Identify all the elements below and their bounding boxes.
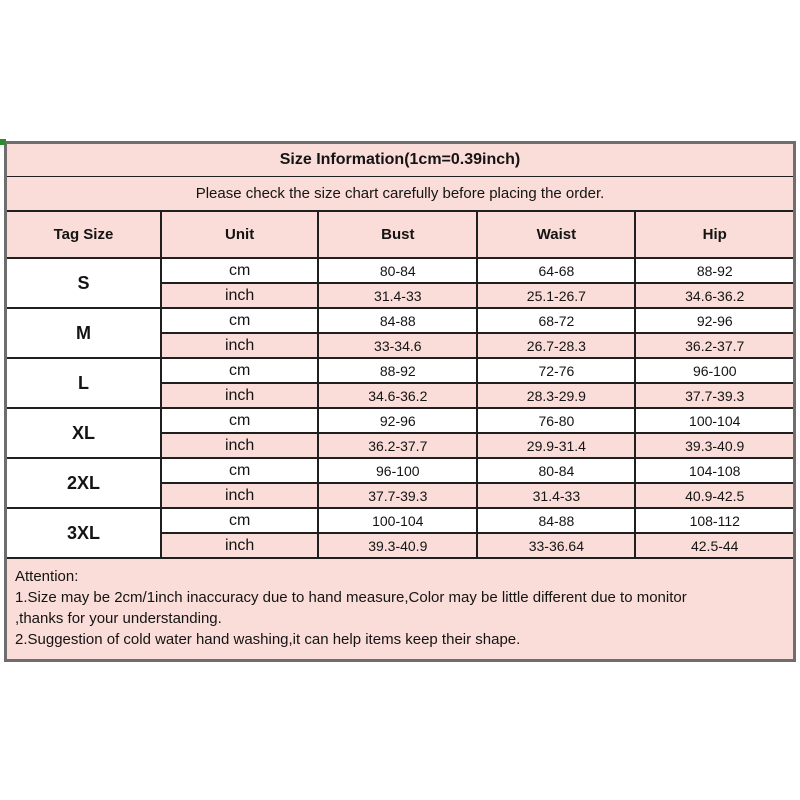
size-label-xl: XL	[6, 408, 161, 458]
attention-row	[6, 558, 795, 661]
waist-cell: 29.9-31.4	[477, 433, 635, 458]
bust-cell: 33-34.6	[318, 333, 477, 358]
bust-cell: 96-100	[318, 458, 477, 483]
hip-cell: 40.9-42.5	[635, 483, 794, 508]
unit-cell: inch	[161, 383, 318, 408]
table-title: Size Information(1cm=0.39inch)	[6, 143, 795, 177]
unit-cell: cm	[161, 508, 318, 533]
hip-cell: 100-104	[635, 408, 794, 433]
size-label-2xl: 2XL	[6, 458, 161, 508]
waist-cell: 80-84	[477, 458, 635, 483]
size-label-s: S	[6, 258, 161, 308]
hip-cell: 108-112	[635, 508, 794, 533]
waist-cell: 31.4-33	[477, 483, 635, 508]
table-row	[6, 408, 795, 433]
bust-cell: 31.4-33	[318, 283, 477, 308]
table-row	[6, 508, 795, 533]
unit-cell: cm	[161, 408, 318, 433]
col-header-tag-size: Tag Size	[6, 211, 161, 258]
attention-line: 1.Size may be 2cm/1inch inaccuracy due to hand measure,Color may be little different due to monitor	[15, 589, 687, 606]
hip-cell: 104-108	[635, 458, 794, 483]
waist-cell: 72-76	[477, 358, 635, 383]
waist-cell: 84-88	[477, 508, 635, 533]
table-row	[6, 458, 795, 483]
bust-cell: 39.3-40.9	[318, 533, 477, 558]
bust-cell: 100-104	[318, 508, 477, 533]
hip-cell: 36.2-37.7	[635, 333, 794, 358]
hip-cell: 34.6-36.2	[635, 283, 794, 308]
unit-cell: inch	[161, 533, 318, 558]
unit-cell: inch	[161, 283, 318, 308]
corner-artifact	[0, 139, 6, 145]
bust-cell: 92-96	[318, 408, 477, 433]
table-subtitle: Please check the size chart carefully before placing the order.	[6, 177, 795, 212]
unit-cell: cm	[161, 308, 318, 333]
bust-cell: 37.7-39.3	[318, 483, 477, 508]
attention-note	[6, 558, 795, 661]
table-row	[6, 308, 795, 333]
hip-cell: 42.5-44	[635, 533, 794, 558]
unit-cell: inch	[161, 433, 318, 458]
col-header-waist: Waist	[477, 211, 635, 258]
waist-cell: 68-72	[477, 308, 635, 333]
table-row	[6, 358, 795, 383]
waist-cell: 25.1-26.7	[477, 283, 635, 308]
bust-cell: 80-84	[318, 258, 477, 283]
hip-cell: 39.3-40.9	[635, 433, 794, 458]
size-label-m: M	[6, 308, 161, 358]
waist-cell: 28.3-29.9	[477, 383, 635, 408]
hip-cell: 37.7-39.3	[635, 383, 794, 408]
col-header-unit: Unit	[161, 211, 318, 258]
table-row	[6, 143, 795, 177]
table-row	[6, 177, 795, 212]
hip-cell: 96-100	[635, 358, 794, 383]
bust-cell: 88-92	[318, 358, 477, 383]
unit-cell: cm	[161, 258, 318, 283]
size-label-l: L	[6, 358, 161, 408]
waist-cell: 26.7-28.3	[477, 333, 635, 358]
unit-cell: inch	[161, 333, 318, 358]
attention-heading: Attention:	[15, 568, 79, 585]
col-header-hip: Hip	[635, 211, 794, 258]
unit-cell: cm	[161, 458, 318, 483]
size-chart-table	[4, 141, 796, 662]
unit-cell: inch	[161, 483, 318, 508]
unit-cell: cm	[161, 358, 318, 383]
bust-cell: 84-88	[318, 308, 477, 333]
waist-cell: 76-80	[477, 408, 635, 433]
attention-line: ,thanks for your understanding.	[15, 610, 222, 627]
hip-cell: 92-96	[635, 308, 794, 333]
hip-cell: 88-92	[635, 258, 794, 283]
bust-cell: 36.2-37.7	[318, 433, 477, 458]
table-header-row	[6, 211, 795, 258]
waist-cell: 64-68	[477, 258, 635, 283]
attention-line: 2.Suggestion of cold water hand washing,it can help items keep their shape.	[15, 631, 521, 648]
table-row	[6, 258, 795, 283]
col-header-bust: Bust	[318, 211, 477, 258]
waist-cell: 33-36.64	[477, 533, 635, 558]
bust-cell: 34.6-36.2	[318, 383, 477, 408]
size-label-3xl: 3XL	[6, 508, 161, 558]
